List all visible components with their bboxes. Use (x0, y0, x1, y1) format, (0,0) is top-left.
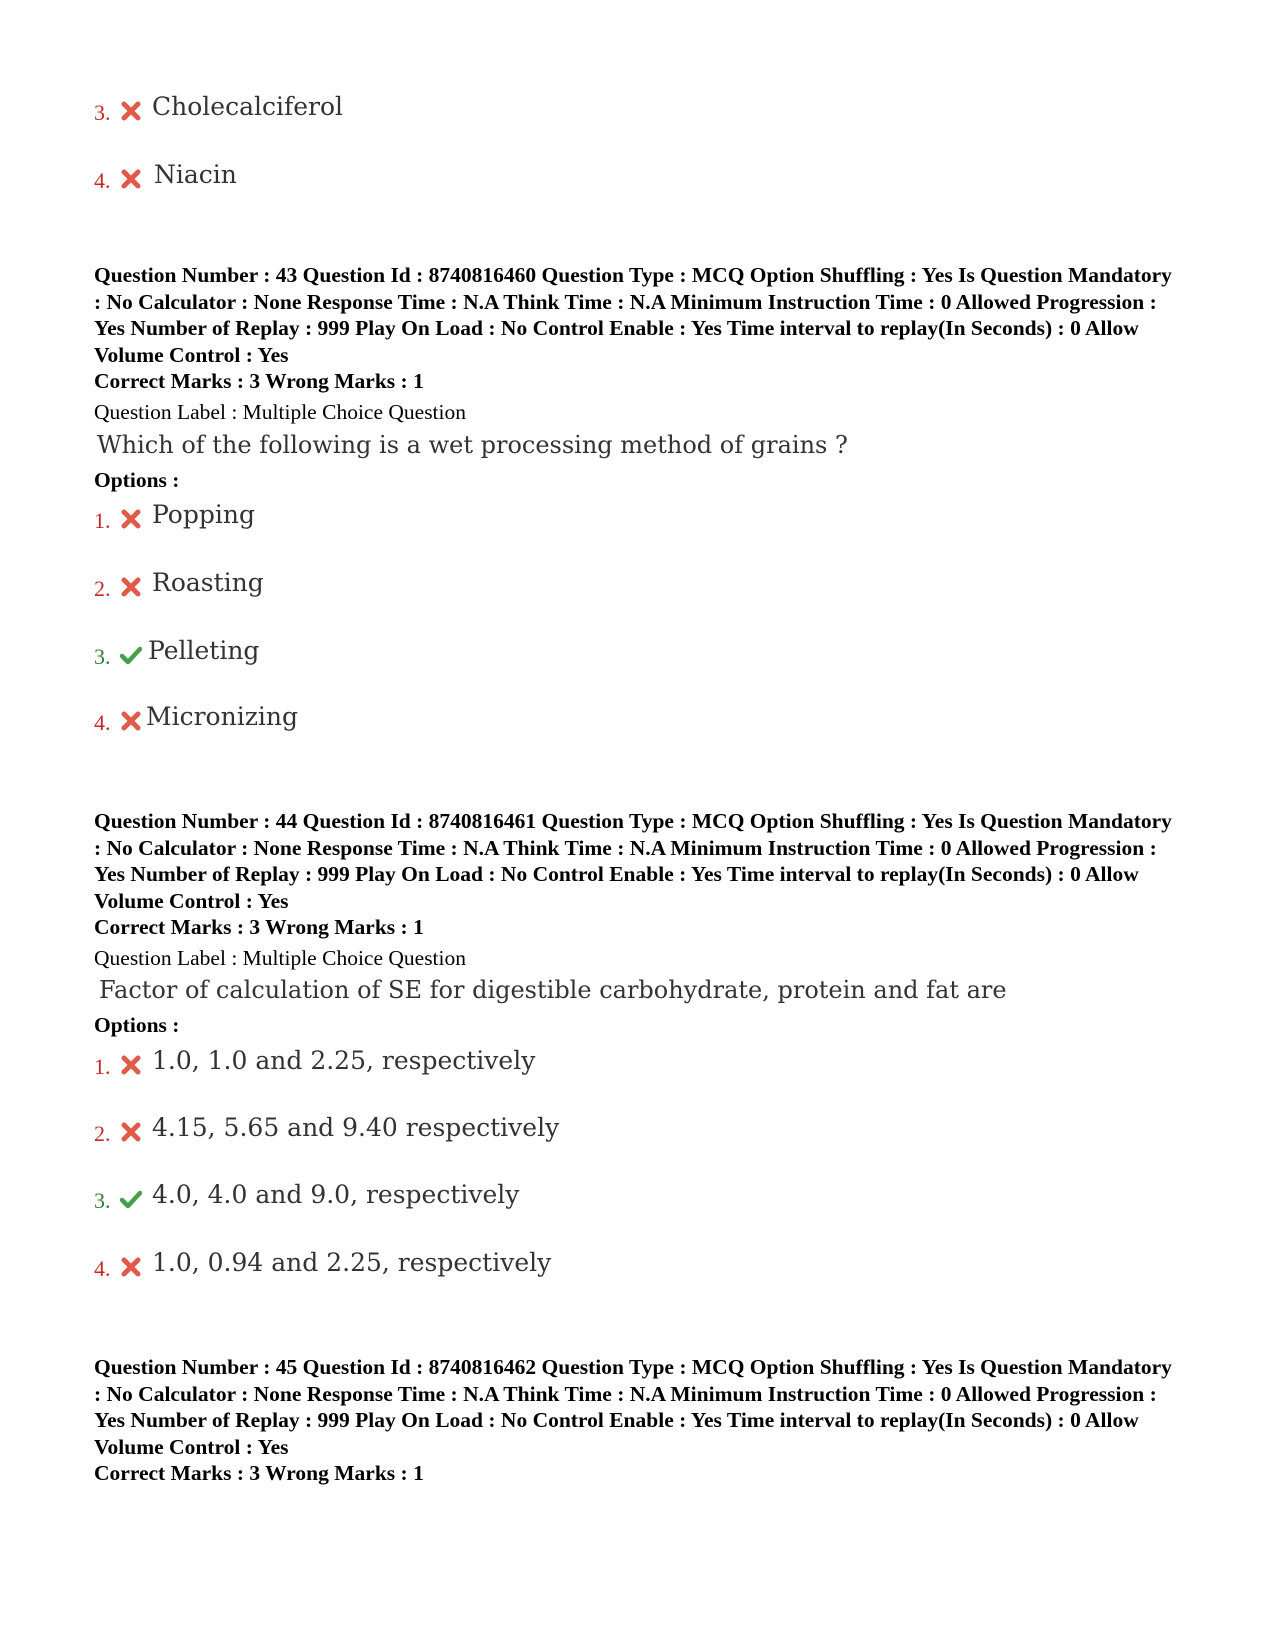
cross-icon (120, 710, 142, 732)
option-text: 1.0, 1.0 and 2.25, respectively (152, 1046, 536, 1075)
option-text: Micronizing (146, 702, 298, 731)
cross-icon (120, 508, 142, 530)
option-number: 4. (94, 1256, 111, 1281)
question-meta: Question Number : 43 Question Id : 8740816460 Question Type : MCQ Option Shuffling : Yes Is Question Mandatory : No Calculator : None Response Time : N.A Think Time : N.A Minimum Instruction Time : 0 Allowed Progression : Yes Number of Replay : 999 Play On Load : No Control Enable : Yes Time interval to replay(In Seconds) : 0 Allow Volume Control : Yes (94, 263, 1172, 367)
option-number: 1. (94, 1054, 111, 1079)
option-text: Niacin (154, 160, 237, 189)
cross-icon (120, 100, 142, 122)
question-label: Question Label : Multiple Choice Question (94, 400, 467, 424)
question-text: Which of the following is a wet processing method of grains ? (97, 431, 848, 459)
option-text: Popping (152, 500, 255, 529)
question-label: Question Label : Multiple Choice Question (94, 946, 467, 970)
cross-icon (120, 1256, 142, 1278)
option-text: 4.15, 5.65 and 9.40 respectively (152, 1113, 560, 1142)
option-number: 3. (94, 100, 111, 125)
question-marks: Correct Marks : 3 Wrong Marks : 1 (94, 369, 424, 393)
option-text: Cholecalciferol (152, 92, 344, 121)
question-meta: Question Number : 44 Question Id : 8740816461 Question Type : MCQ Option Shuffling : Yes Is Question Mandatory : No Calculator : None Response Time : N.A Think Time : N.A Minimum Instruction Time : 0 Allowed Progression : Yes Number of Replay : 999 Play On Load : No Control Enable : Yes Time interval to replay(In Seconds) : 0 Allow Volume Control : Yes (94, 809, 1172, 913)
check-icon (120, 1188, 142, 1210)
option-number: 4. (94, 168, 111, 193)
option-text: 4.0, 4.0 and 9.0, respectively (152, 1180, 520, 1209)
cross-icon (120, 576, 142, 598)
options-heading: Options : (94, 468, 180, 492)
option-text: Pelleting (148, 636, 260, 665)
question-marks: Correct Marks : 3 Wrong Marks : 1 (94, 915, 424, 939)
cross-icon (120, 1121, 142, 1143)
question-marks: Correct Marks : 3 Wrong Marks : 1 (94, 1461, 424, 1485)
question-text: Factor of calculation of SE for digestible carbohydrate, protein and fat are (99, 976, 1007, 1004)
option-number: 1. (94, 508, 111, 533)
options-heading: Options : (94, 1013, 180, 1037)
option-number: 3. (94, 644, 111, 669)
question-meta: Question Number : 45 Question Id : 8740816462 Question Type : MCQ Option Shuffling : Yes Is Question Mandatory : No Calculator : None Response Time : N.A Think Time : N.A Minimum Instruction Time : 0 Allowed Progression : Yes Number of Replay : 999 Play On Load : No Control Enable : Yes Time interval to replay(In Seconds) : 0 Allow Volume Control : Yes (94, 1355, 1172, 1459)
option-number: 2. (94, 576, 111, 601)
option-text: 1.0, 0.94 and 2.25, respectively (152, 1248, 552, 1277)
cross-icon (120, 168, 142, 190)
check-icon (120, 644, 142, 666)
option-number: 4. (94, 710, 111, 735)
option-number: 3. (94, 1188, 111, 1213)
cross-icon (120, 1054, 142, 1076)
option-text: Roasting (152, 568, 264, 597)
option-number: 2. (94, 1121, 111, 1146)
